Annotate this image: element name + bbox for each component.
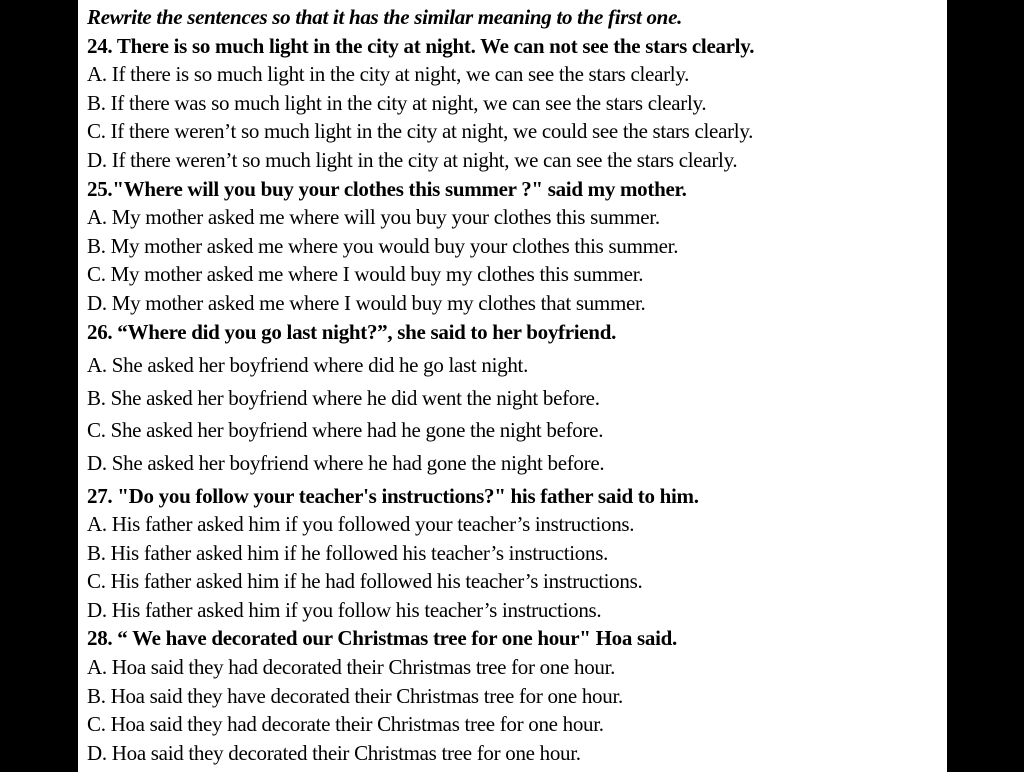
option-c: C. His father asked him if he had followed his teacher’s instructions. [87, 569, 643, 594]
option-a: A. His father asked him if you followed your teacher’s instructions. [87, 512, 635, 537]
option-c: C. She asked her boyfriend where had he gone the night before. [87, 418, 604, 443]
question-block [87, 624, 943, 767]
option-b: B. She asked her boyfriend where he did went the night before. [87, 385, 600, 410]
option-b: B. Hoa said they have decorated their Christmas tree for one hour. [87, 683, 623, 708]
option-d: D. If there weren’t so much light in the city at night, we can see the stars clearly. [87, 147, 738, 172]
question-stem: 28. “ We have decorated our Christmas tree for one hour" Hoa said. [87, 626, 677, 651]
instruction-text: Rewrite the sentences so that it has the similar meaning to the first one. [87, 5, 683, 29]
question-stem: 25."Where will you buy your clothes this summer ?" said my mother. [87, 176, 687, 201]
option-a: A. If there is so much light in the city at night, we can see the stars clearly. [87, 62, 690, 87]
question-block [87, 32, 943, 175]
option-b: B. If there was so much light in the city at night, we can see the stars clearly. [87, 90, 707, 115]
option-c: C. My mother asked me where I would buy my clothes this summer. [87, 262, 644, 287]
option-d: D. His father asked him if you follow his teacher’s instructions. [87, 597, 602, 622]
option-b: B. My mother asked me where you would buy your clothes this summer. [87, 233, 679, 258]
option-c: C. If there weren’t so much light in the city at night, we could see the stars clearly. [87, 119, 754, 144]
option-d: D. Hoa said they decorated their Christmas tree for one hour. [87, 740, 581, 765]
option-b: B. His father asked him if he followed his teacher’s instructions. [87, 540, 609, 565]
option-a: A. My mother asked me where will you buy your clothes this summer. [87, 205, 660, 230]
document-page [78, 0, 947, 772]
option-d: D. She asked her boyfriend where he had gone the night before. [87, 450, 605, 475]
option-c: C. Hoa said they had decorate their Christmas tree for one hour. [87, 712, 604, 737]
document-content [87, 3, 943, 767]
question-stem: 26. “Where did you go last night?”, she said to her boyfriend. [87, 319, 617, 344]
option-d: D. My mother asked me where I would buy my clothes that summer. [87, 290, 646, 315]
question-stem: 27. "Do you follow your teacher's instructions?" his father said to him. [87, 483, 699, 508]
question-stem: 24. There is so much light in the city at night. We can not see the stars clearly. [87, 33, 755, 58]
question-block [87, 318, 943, 478]
option-a: A. She asked her boyfriend where did he go last night. [87, 353, 529, 378]
option-a: A. Hoa said they had decorated their Christmas tree for one hour. [87, 655, 616, 680]
question-block [87, 175, 943, 318]
question-block [87, 482, 943, 625]
